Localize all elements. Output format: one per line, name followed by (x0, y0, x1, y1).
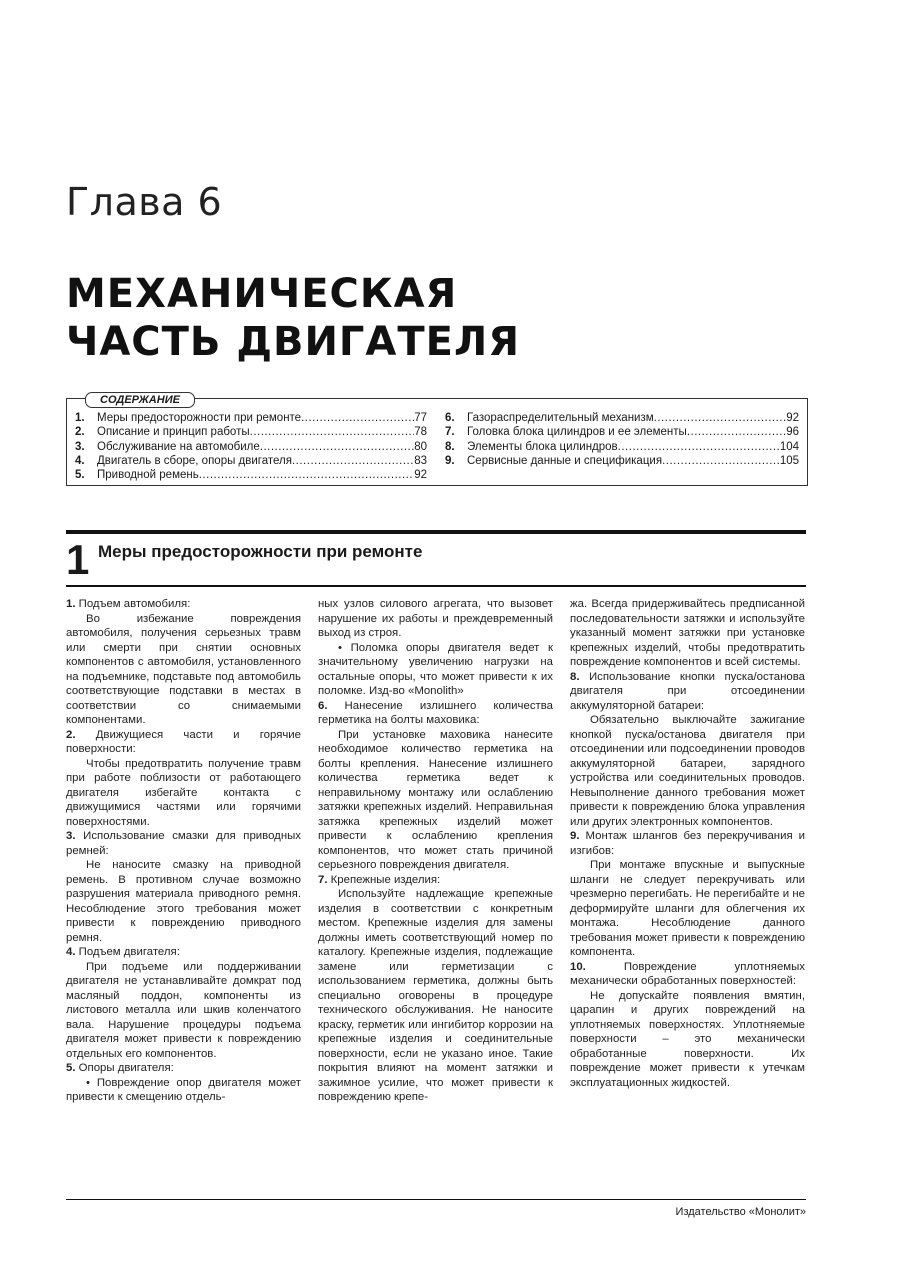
paragraph: При монтаже впускные и выпускные шланги не следует перекручивать или чрезмерно перегибать. Не перегибайте и не деформируйте шланги для облегчения их монтажа. Несоблюдение данного требования может привести к повреждению компонента. (570, 859, 805, 958)
item-heading: 8. Использование кнопки пуска/останова двигателя при отсоединении аккумуляторной батареи: (570, 670, 805, 712)
toc-item[interactable]: 4. Двигатель в сборе, опоры двигателя ..... 83 (75, 454, 427, 468)
chapter-title-line-1: МЕХАНИЧЕСКАЯ (66, 271, 458, 317)
text-column-1 (66, 597, 301, 1105)
item-heading: 1. Подъем автомобиля: (66, 598, 191, 610)
paragraph: ных узлов силового агрегата, что вызовет нарушение их работы и преждевременный выход из строя. (318, 598, 553, 639)
section-title: Меры предосторожности при ремонте (98, 542, 423, 561)
item-heading: 2. Движущиеся части и горячие поверхности: (66, 728, 301, 755)
toc-heading: СОДЕРЖАНИЕ (85, 392, 195, 408)
toc-column-left (75, 411, 427, 482)
section-number: 1 (66, 536, 90, 583)
toc-column-right (445, 411, 799, 468)
toc-item[interactable]: 1. Меры предосторожности при ремонте ..... 77 (75, 411, 427, 425)
chapter-label: Глава 6 (66, 180, 223, 224)
paragraph: При подъеме или поддерживании двигателя не устанавливайте домкрат под масляный поддон, компоненты из листового металла или шкив коленчатого вала. Нарушение процедуры подъема двигателя может привести к повреждению отдельных его компонентов. (66, 960, 301, 1060)
toc-item[interactable]: 3. Обслуживание на автомобиле ..... 80 (75, 440, 427, 454)
toc-item[interactable]: 2. Описание и принцип работы ..... 78 (75, 425, 427, 439)
paragraph: Не наносите смазку на приводной ремень. В противном случае возможно разрушения материала приводного ремня. Несоблюдение этого требования может привести к повреждению приводного ремня. (66, 859, 301, 944)
text-column-3 (570, 597, 805, 1090)
paragraph: Используйте надлежащие крепежные изделия в соответствии с конкретным местом. Крепежные изделия для замены должны иметь соответствующий номер по каталогу. Крепежные изделия, подлежащие замене или герметизации с использованием герметика, должны быть специально оговорены в процедуре технического обслуживания. Не наносите краску, герметик или ингибитор коррозии на крепежные изделия и соединительные поверхности, если не указано иное. Такие покрытия влияют на момент затяжки и зажимное усилие, что может привести к повреждению крепе- (318, 888, 553, 1103)
item-heading: 3. Использование смазки для приводных ремней: (66, 830, 301, 857)
paragraph: Не допускайте появления вмятин, царапин и других повреждений на уплотняемых поверхностях. Уплотняемые поверхности – это механически обработанные поверхности. Их повреждение может привести к утечкам эксплуатационных жидкостей. (570, 989, 805, 1089)
item-heading: 4. Подъем двигателя: (66, 946, 180, 958)
chapter-title-line-2: ЧАСТЬ ДВИГАТЕЛЯ (66, 319, 521, 365)
section-top-rule (66, 530, 806, 534)
bullet-paragraph: • Поломка опоры двигателя ведет к значительному увеличению нагрузки на остальные опоры, что может привести к их поломке. Изд-во «Monolith» (318, 641, 553, 697)
paragraph: Во избежание повреждения автомобиля, получения серьезных травм или смерти при снятии основных компонентов с автомобиля, установленного на подъемнике, подставьте под автомобиль соответствующие подставки в местах в соответствии со снимаемыми компонентами. (66, 612, 301, 726)
paragraph: При установке маховика нанесите необходимое количество герметика на болты крепления. Нанесение излишнего количества герметика ведет к неправильному монтажу или ослаблению затяжки крепежных изделий. Неправильная затяжка крепежных изделий может привести к ослаблению крепления компонентов, что может стать причиной серьезного повреждения двигателя. (318, 728, 553, 871)
text-column-2 (318, 597, 553, 1105)
toc-item[interactable]: 9. Сервисные данные и спецификация ..... 105 (445, 454, 799, 468)
item-heading: 10. Повреждение уплотняемых механически обработанных поверхностей: (570, 960, 805, 987)
table-of-contents (66, 394, 808, 486)
item-heading: 6. Нанесение излишнего количества герметика на болты маховика: (318, 699, 553, 726)
footer-rule (66, 1199, 806, 1200)
publisher-label: Издательство «Монолит» (675, 1206, 806, 1218)
paragraph: Чтобы предотвратить получение травм при работе поблизости от работающего двигателя избегайте контакта с движущимися частями или горячими поверхностями. (66, 757, 301, 828)
paragraph: Обязательно выключайте зажигание кнопкой пуска/останова двигателя при отсоединении или подсоединении проводов аккумуляторной батареи, зарядного устройства или соединительных проводов. Невыполнение данного требования может привести к повреждению блока управления или других электронных компонентов. (570, 714, 805, 828)
item-heading: 9. Монтаж шлангов без перекручивания и изгибов: (570, 830, 805, 857)
toc-item[interactable]: 5. Приводной ремень ..... 92 (75, 468, 427, 482)
item-heading: 7. Крепежные изделия: (318, 873, 441, 886)
item-heading: 5. Опоры двигателя: (66, 1062, 174, 1074)
toc-item[interactable]: 6. Газораспределительный механизм ..... 92 (445, 411, 799, 425)
toc-item[interactable]: 8. Элементы блока цилиндров ..... 104 (445, 440, 799, 454)
toc-item[interactable]: 7. Головка блока цилиндров и ее элементы ..... 96 (445, 425, 799, 439)
section-bottom-rule (66, 585, 806, 587)
chapter-title (66, 270, 520, 366)
bullet-paragraph: • Повреждение опор двигателя может привести к смещению отдель- (66, 1076, 301, 1103)
paragraph: жа. Всегда придерживайтесь предписанной последовательности затяжки и используйте указанный момент затяжки при установке крепежных изделий, чтобы предотвратить повреждение компонентов и всей системы. (570, 598, 805, 668)
